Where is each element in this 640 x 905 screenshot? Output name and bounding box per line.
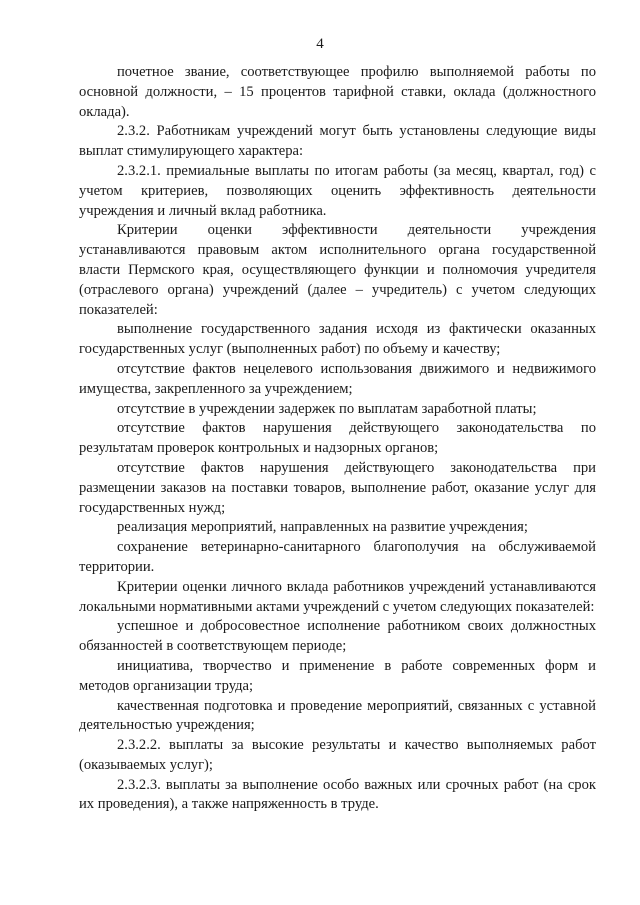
paragraph-personal-criteria: Критерии оценки личного вклада работников учреждений устанавливаются локальными нормативными актами учреждений с учетом следующих показателей: — [79, 578, 596, 615]
paragraph-honorary-title: почетное звание, соответствующее профилю выполняемой работы по основной должности, – 15 процентов тарифной ставки, оклада (должностного оклада). — [79, 64, 596, 120]
list-item-veterinary-wellbeing: сохранение ветеринарно-санитарного благополучия на обслуживаемой территории. — [79, 539, 596, 575]
list-item-initiative: инициатива, творчество и применение в работе современных форм и методов организации труда; — [79, 657, 596, 694]
paragraph-2-3-2-3: 2.3.2.3. выплаты за выполнение особо важных или срочных работ (на срок их проведения), а также напряженность в труде. — [79, 776, 596, 813]
list-item-state-assignment: выполнение государственного задания исходя из фактически оказанных государственных услуг (выполненных работ) по объему и качеству; — [79, 321, 596, 358]
list-item-salary-delays: отсутствие в учреждении задержек по выплатам заработной платы; — [117, 400, 537, 417]
paragraph-2-3-2-2: 2.3.2.2. выплаты за высокие результаты и качество выполняемых работ (оказываемых услуг); — [79, 737, 596, 773]
list-item-property-misuse: отсутствие фактов нецелевого использования движимого и недвижимого имущества, закрепленного за учреждением; — [79, 360, 596, 397]
paragraph-2-3-2-1: 2.3.2.1. премиальные выплаты по итогам работы (за месяц, квартал, год) с учетом критериев, позволяющих оценить эффективность деятельности учреждения и личный вклад работника. — [79, 162, 596, 219]
paragraph-2-3-2: 2.3.2. Работникам учреждений могут быть установлены следующие виды выплат стимулирующего характера: — [79, 123, 596, 160]
list-item-events-preparation: качественная подготовка и проведение мероприятий, связанных с уставной деятельностью учреждения; — [79, 697, 596, 734]
list-item-inspection-violations: отсутствие фактов нарушения действующего законодательства по результатам проверок контрольных и надзорных органов; — [79, 420, 596, 457]
list-item-duties-performance: успешное и добросовестное исполнение работником своих должностных обязанностей в соответствующем периоде; — [79, 618, 596, 655]
paragraph-institution-criteria: Критерии оценки эффективности деятельности учреждения устанавливаются правовым актом исполнительного органа государственной власти Пермского края, осуществляющего функции и полномочия учредителя (отраслевого органа) учреждений (далее – учредитель) с учетом следующих показателей: — [79, 222, 596, 318]
page-number: 4 — [316, 36, 324, 52]
list-item-procurement-violations: отсутствие фактов нарушения действующего законодательства при размещении заказов на поставки товаров, выполнение работ, оказание услуг для государственных нужд; — [79, 459, 596, 516]
list-item-development-measures: реализация мероприятий, направленных на развитие учреждения; — [117, 519, 528, 536]
document-body — [79, 63, 596, 815]
